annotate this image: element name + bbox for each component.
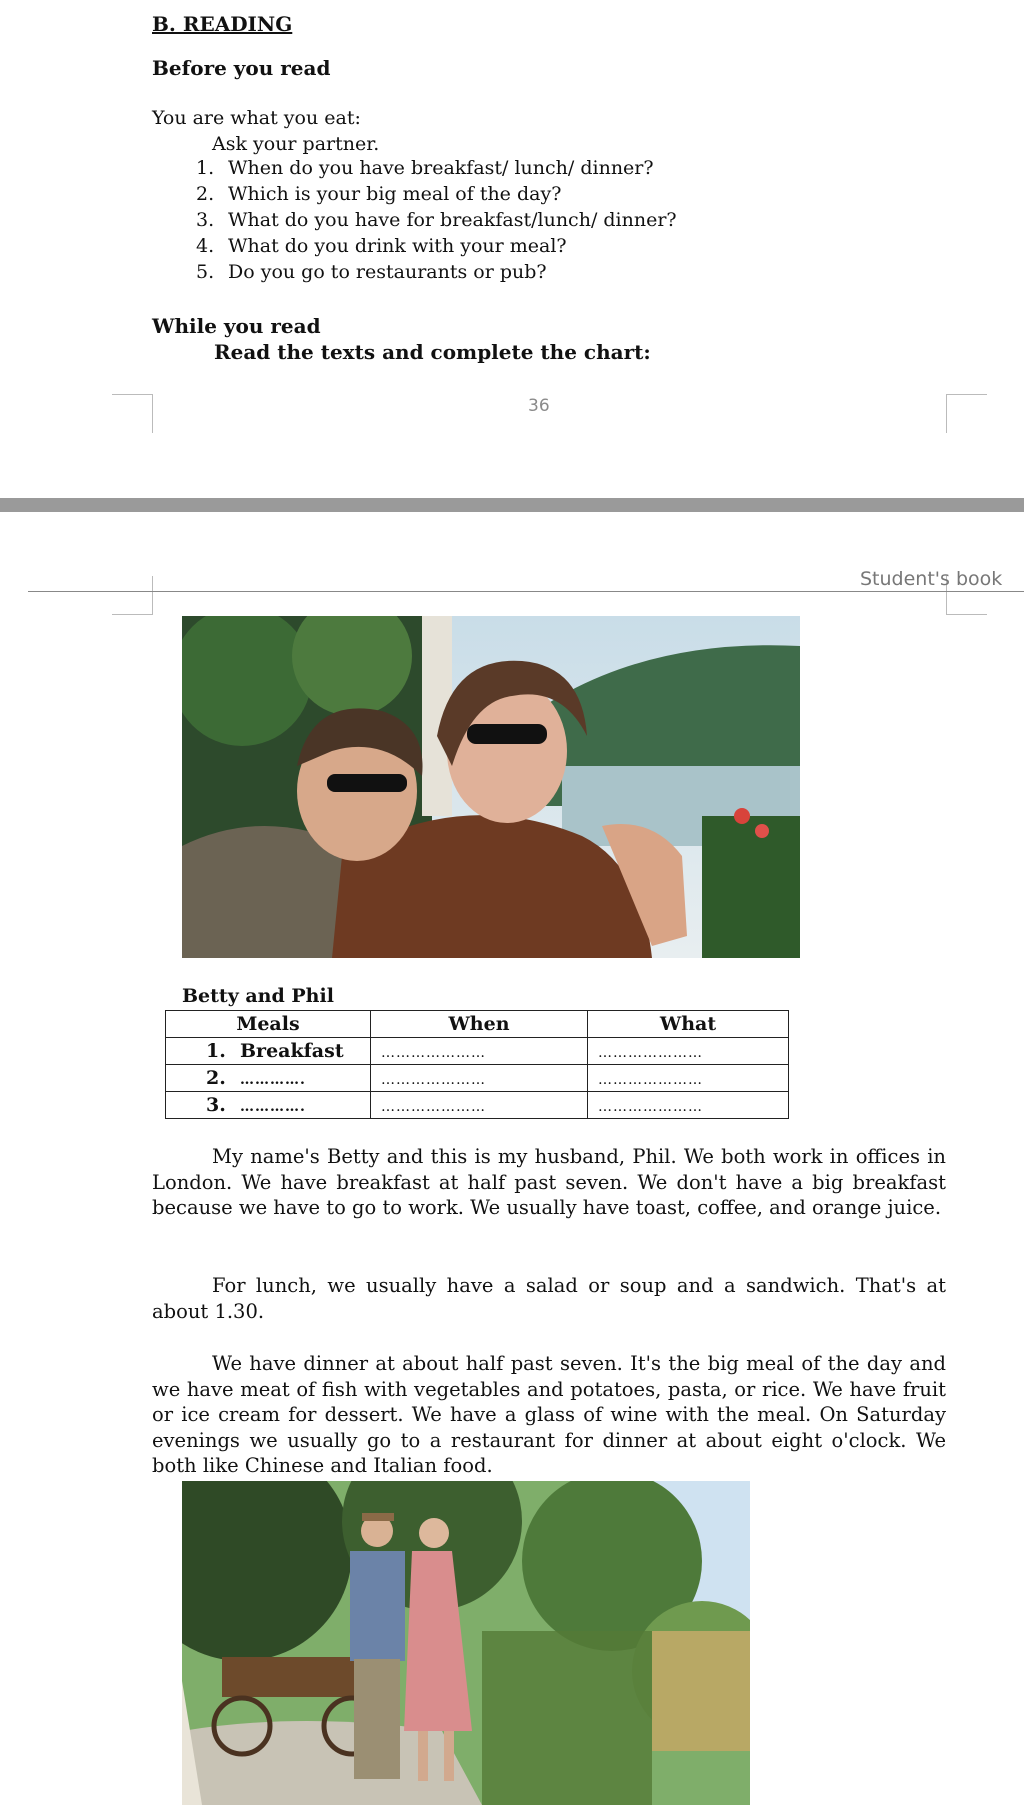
- paragraph-1: My name's Betty and this is my husband, Phil. We both work in offices in London. We have breakfast at half past seven. We don't have a big breakfast because we have to go to work. We usually have toast, coffee, and orange juice.: [152, 1145, 946, 1219]
- table-row: [166, 1092, 789, 1119]
- what-cell[interactable]: …………………: [588, 1038, 789, 1065]
- paragraph-3: We have dinner at about half past seven. It's the big meal of the day and we have meat of fish with vegetables and potatoes, pasta, or rice. We have fruit or ice cream for dessert. We have a glass of wine with the meal. On Saturday evenings we usually go to a restaurant for dinner at about eight o'clock. We both like Chinese and Italian food.: [152, 1352, 946, 1477]
- paragraph-2: For lunch, we usually have a salad or soup and a sandwich. That's at about 1.30.: [152, 1274, 946, 1323]
- table-header-row: [166, 1011, 789, 1038]
- meal-cell[interactable]: 3. ………….: [166, 1092, 371, 1119]
- header-rule: [28, 591, 1024, 592]
- table-row: [166, 1065, 789, 1092]
- chart-title: Betty and Phil: [182, 985, 334, 1007]
- what-cell[interactable]: …………………: [588, 1065, 789, 1092]
- section-title: B. READING: [152, 12, 293, 36]
- table-header-cell: When: [371, 1011, 588, 1038]
- page-separator: [0, 498, 1024, 512]
- when-cell[interactable]: …………………: [371, 1038, 588, 1065]
- list-item: 5. Do you go to restaurants or pub?: [196, 261, 547, 283]
- running-header: Student's book: [860, 568, 1003, 590]
- while-you-read-heading: While you read: [152, 314, 321, 338]
- question-list: [196, 155, 677, 285]
- what-cell[interactable]: …………………: [588, 1092, 789, 1119]
- meals-table: [165, 1010, 789, 1119]
- list-item: 1. When do you have breakfast/ lunch/ dinner?: [196, 157, 654, 179]
- page-number: 36: [528, 396, 550, 416]
- meal-cell[interactable]: 2. ………….: [166, 1065, 371, 1092]
- intro-line: You are what you eat:: [152, 107, 361, 129]
- table-header-cell: Meals: [166, 1011, 371, 1038]
- list-item: 4. What do you drink with your meal?: [196, 235, 567, 257]
- list-item: 2. Which is your big meal of the day?: [196, 183, 562, 205]
- crop-mark-left: [112, 576, 153, 615]
- list-item: 3. What do you have for breakfast/lunch/ dinner?: [196, 209, 677, 231]
- table-header-cell: What: [588, 1011, 789, 1038]
- before-you-read-heading: Before you read: [152, 56, 331, 80]
- when-cell[interactable]: …………………: [371, 1092, 588, 1119]
- crop-mark-left: [112, 394, 153, 433]
- ask-partner-line: Ask your partner.: [212, 133, 380, 155]
- meal-cell: 1. Breakfast: [166, 1038, 371, 1065]
- while-instruction: Read the texts and complete the chart:: [214, 340, 651, 364]
- when-cell[interactable]: …………………: [371, 1065, 588, 1092]
- crop-mark-right: [946, 394, 987, 433]
- elderly-couple-photo: [182, 1481, 750, 1805]
- table-row: [166, 1038, 789, 1065]
- couple-photo: [182, 616, 800, 958]
